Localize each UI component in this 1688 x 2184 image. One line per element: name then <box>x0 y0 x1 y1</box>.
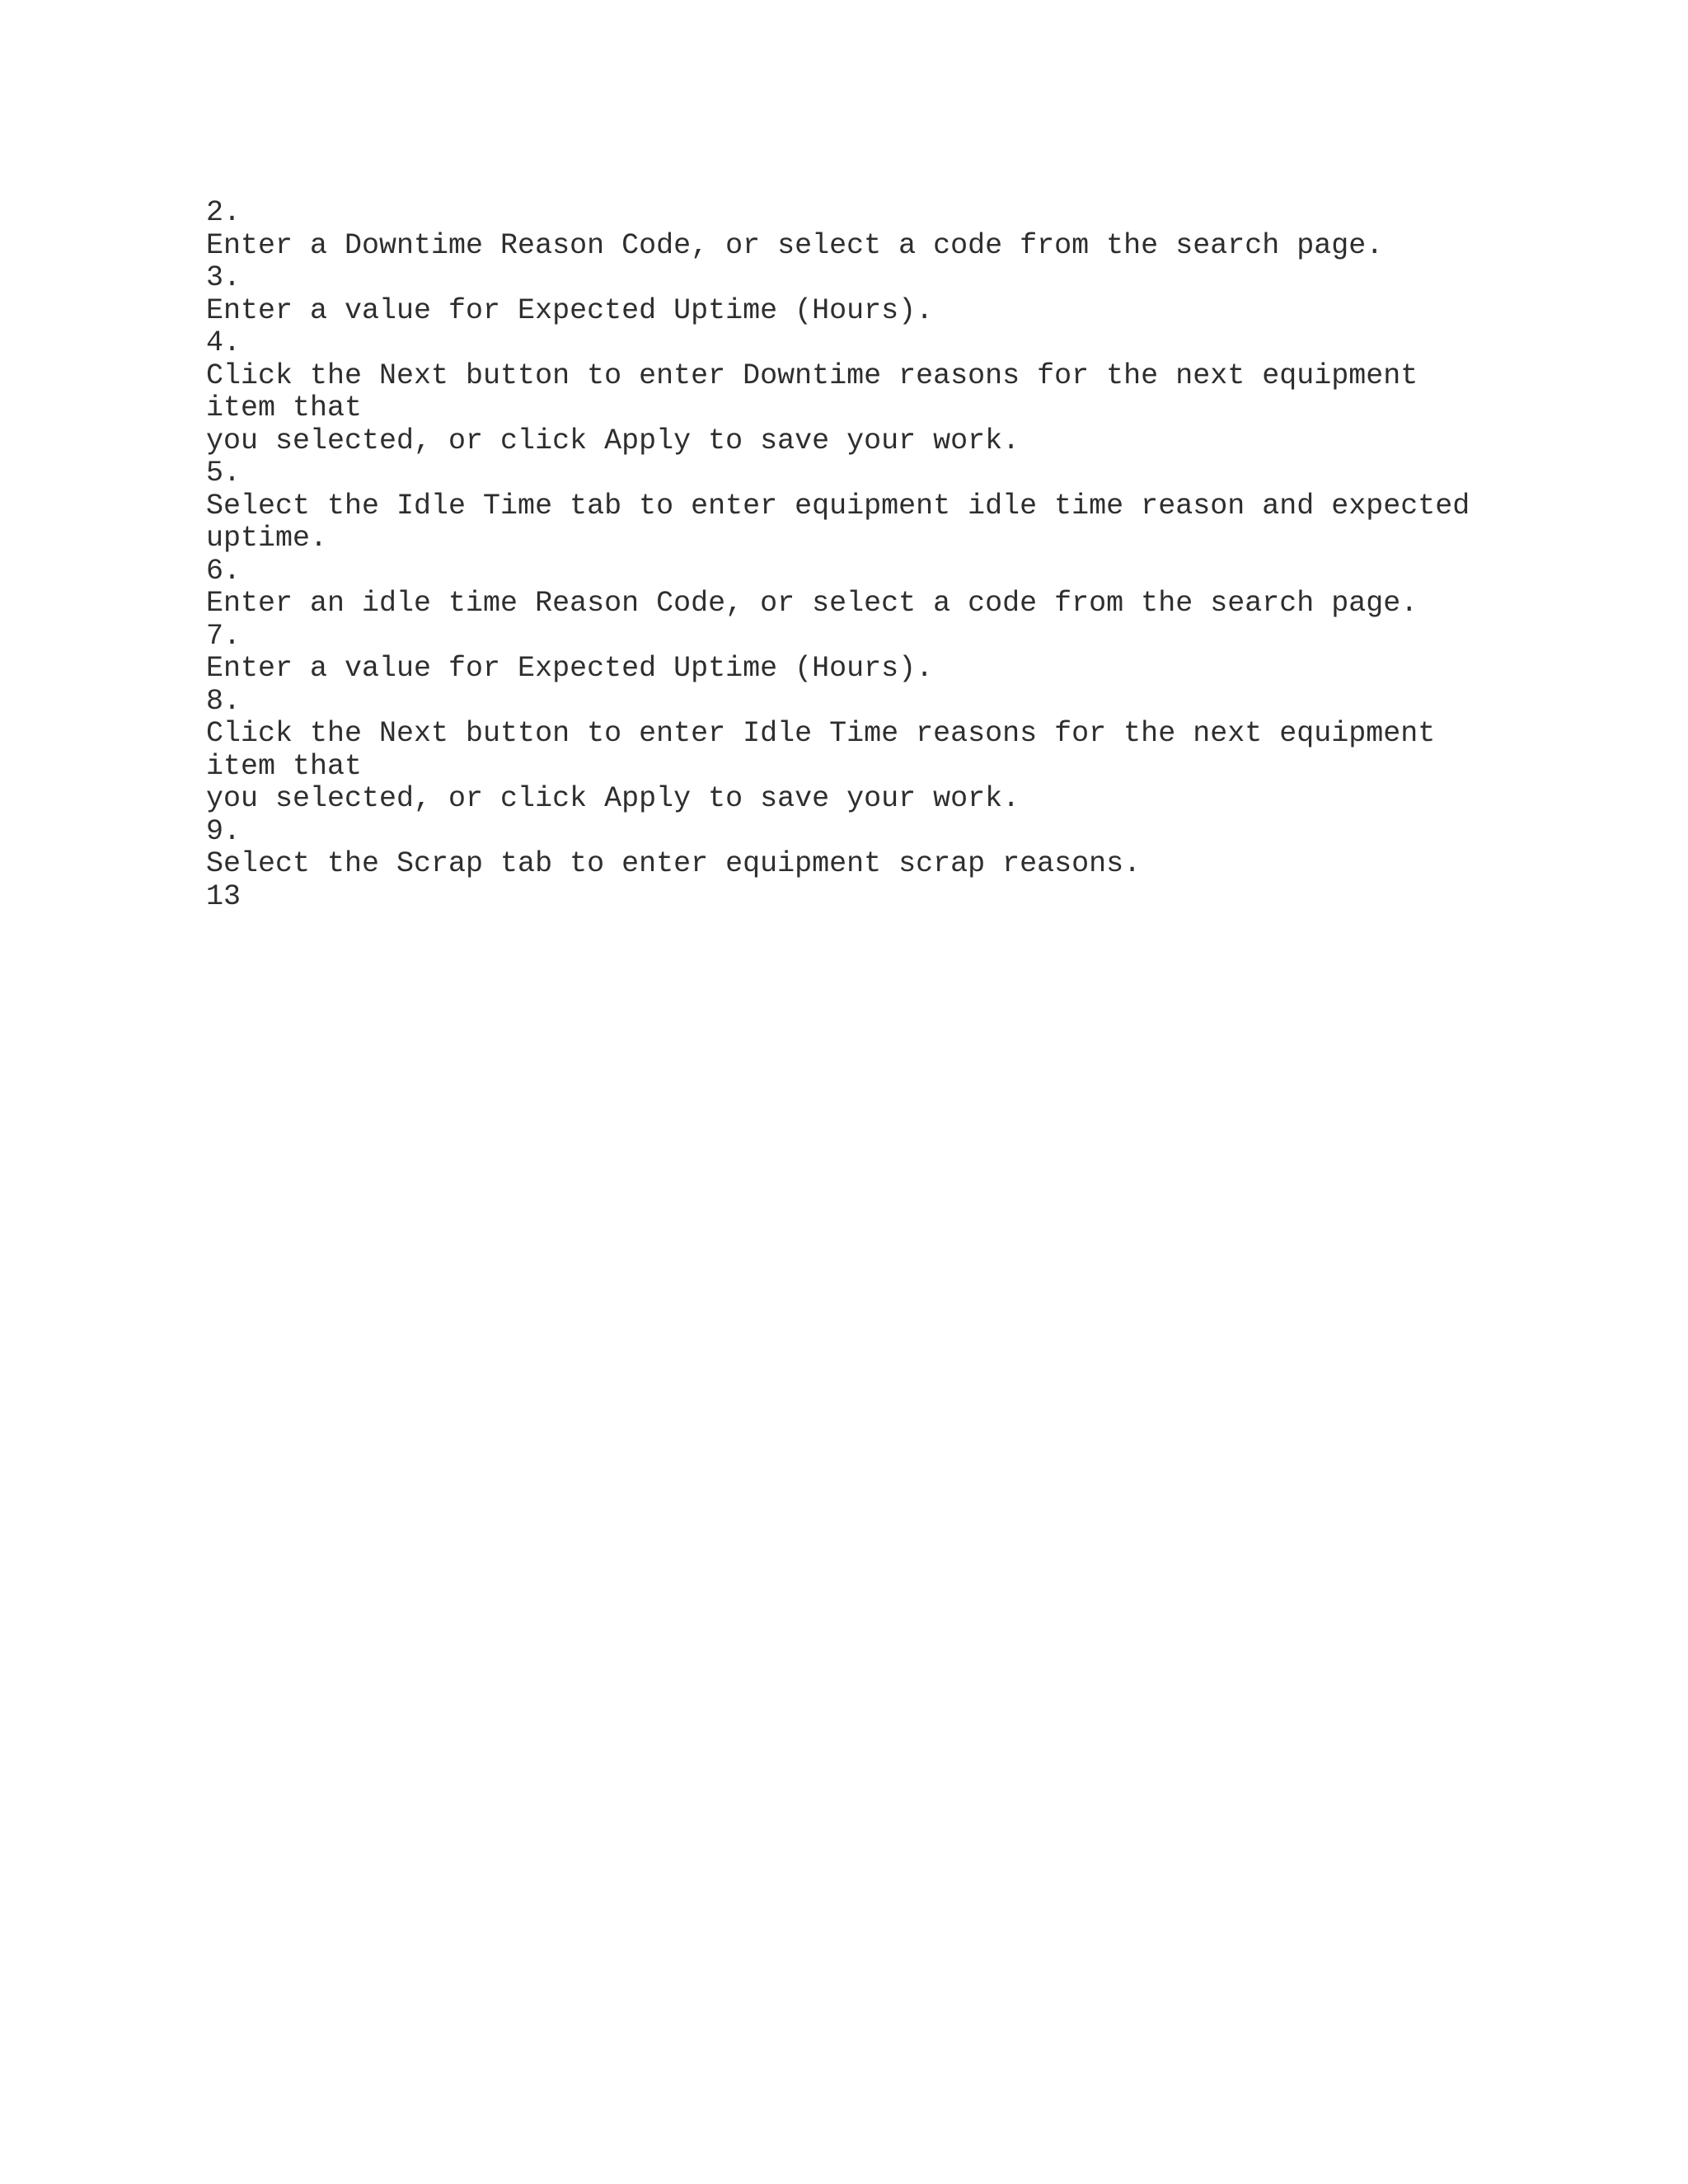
step-number-2: 2. <box>206 196 241 229</box>
step-5-text-line-1: Select the Idle Time tab to enter equipment idle time reason and expected <box>206 489 1470 523</box>
step-number-5: 5. <box>206 457 241 490</box>
step-number-7: 7. <box>206 619 241 653</box>
step-9-text: Select the Scrap tab to enter equipment scrap reasons. <box>206 847 1142 880</box>
step-8-text-line-1: Click the Next button to enter Idle Time reasons for the next equipment <box>206 717 1436 750</box>
step-number-8: 8. <box>206 684 241 718</box>
step-7-text: Enter a value for Expected Uptime (Hours). <box>206 652 934 685</box>
step-6-text: Enter an idle time Reason Code, or select a code from the search page. <box>206 587 1418 620</box>
page-number: 13 <box>206 879 241 913</box>
step-number-6: 6. <box>206 554 241 588</box>
step-number-9: 9. <box>206 814 241 848</box>
step-number-4: 4. <box>206 326 241 359</box>
step-5-text-line-2: uptime. <box>206 522 328 555</box>
step-4-text-line-2: item that <box>206 391 363 424</box>
step-2-text: Enter a Downtime Reason Code, or select a code from the search page. <box>206 228 1384 262</box>
step-3-text: Enter a value for Expected Uptime (Hours). <box>206 293 934 327</box>
step-number-3: 3. <box>206 261 241 294</box>
step-4-text-line-3: you selected, or click Apply to save your work. <box>206 424 1020 457</box>
step-8-text-line-2: item that <box>206 749 363 783</box>
step-4-text-line-1: Click the Next button to enter Downtime reasons for the next equipment <box>206 359 1418 392</box>
document-body <box>206 197 1566 913</box>
step-8-text-line-3: you selected, or click Apply to save your work. <box>206 782 1020 815</box>
